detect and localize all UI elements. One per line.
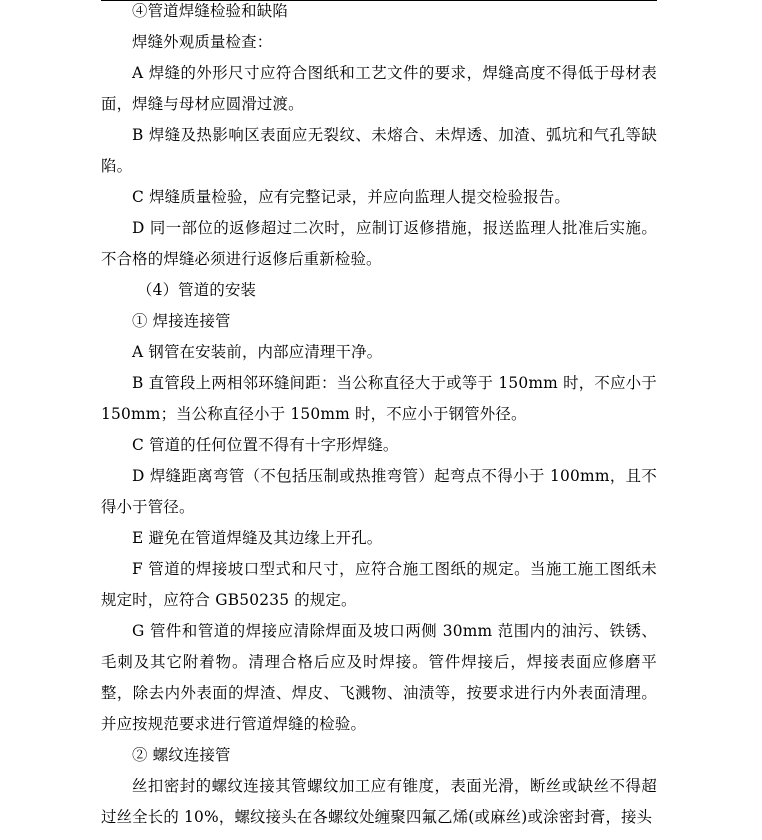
heading-welded-pipe: ① 焊接连接管 — [132, 312, 231, 330]
paragraph: C 焊缝质量检验，应有完整记录，并应向监理人提交检验报告。 — [132, 188, 571, 206]
paragraph: C 管道的任何位置不得有十字形焊缝。 — [132, 436, 399, 454]
paragraph: G 管件和管道的焊接应清除焊面及坡口两侧 30mm 范围内的油污、铁锈、毛刺及其它附着物。清理合格后应及时焊接。管件焊接后，焊接表面应修磨平整，除去内外表面的焊渣、焊皮、飞溅物、油渍等，按要求进行内外表面清理。并应按规范要求进行管道焊缝的检验。 — [101, 622, 657, 733]
heading-threaded-pipe: ② 螺纹连接管 — [132, 746, 231, 764]
paragraph: F 管道的焊接坡口型式和尺寸，应符合施工图纸的规定。当施工施工图纸未规定时，应符合 GB50235 的规定。 — [101, 560, 657, 609]
heading-weld-inspection: ④管道焊缝检验和缺陷 — [132, 2, 288, 20]
paragraph: B 焊缝及热影响区表面应无裂纹、未熔合、未焊透、加渣、弧坑和气孔等缺陷。 — [101, 126, 657, 175]
document-body — [101, 0, 657, 833]
paragraph: D 同一部位的返修超过二次时，应制订返修措施，报送监理人批准后实施。不合格的焊缝必须进行返修后重新检验。 — [101, 219, 657, 268]
paragraph: B 直管段上两相邻环缝间距：当公称直径大于或等于 150mm 时，不应小于 150mm；当公称直径小于 150mm 时，不应小于钢管外径。 — [101, 374, 657, 423]
paragraph: 丝扣密封的螺纹连接其管螺纹加工应有锥度，表面光滑，断丝或缺丝不得超过丝全长的 10%，螺纹接头在各螺纹处缠聚四氟乙烯(或麻丝)或涂密封膏，接头 — [101, 777, 657, 826]
heading-pipe-installation: （4）管道的安装 — [137, 281, 257, 299]
paragraph: D 焊缝距离弯管（不包括压制或热推弯管）起弯点不得小于 100mm，且不得小于管径。 — [101, 467, 657, 516]
paragraph: 焊缝外观质量检查： — [132, 33, 273, 51]
paragraph: A 焊缝的外形尺寸应符合图纸和工艺文件的要求，焊缝高度不得低于母材表面，焊缝与母材应圆滑过渡。 — [101, 64, 657, 113]
paragraph: A 钢管在安装前，内部应清理干净。 — [132, 343, 383, 361]
paragraph: E 避免在管道焊缝及其边缘上开孔。 — [132, 529, 383, 547]
